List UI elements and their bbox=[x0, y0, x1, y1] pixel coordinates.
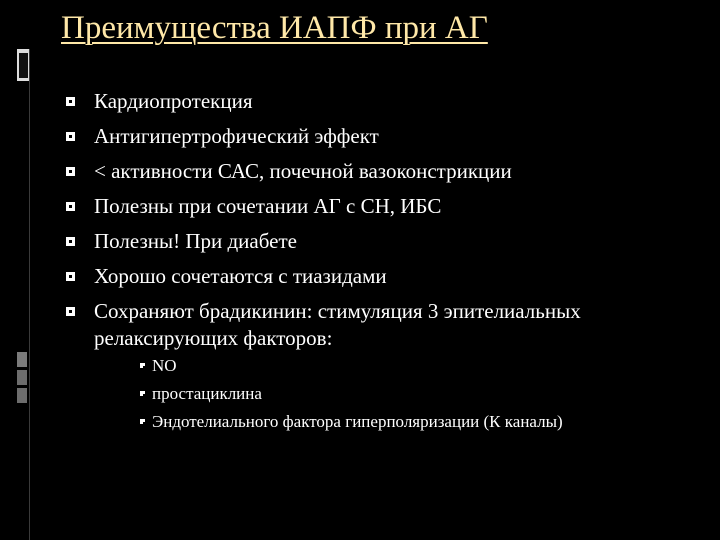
list-item bbox=[64, 298, 704, 432]
list-item bbox=[64, 158, 704, 185]
list-item bbox=[64, 123, 704, 150]
small-square-bullet-icon bbox=[140, 391, 145, 396]
square-bullet-icon bbox=[66, 307, 75, 316]
decor-square-gray-3 bbox=[17, 388, 27, 403]
list-item bbox=[64, 263, 704, 290]
list-item-text: < активности САС, почечной вазоконстрикции bbox=[94, 159, 512, 183]
sub-list-item-text: NO bbox=[152, 356, 177, 375]
square-bullet-icon bbox=[66, 237, 75, 246]
slide-title: Преимущества ИАПФ при АГ bbox=[61, 10, 488, 46]
decor-square-gray-2 bbox=[17, 370, 27, 385]
square-bullet-icon bbox=[66, 272, 75, 281]
square-bullet-icon bbox=[66, 132, 75, 141]
sub-list-item bbox=[140, 384, 704, 404]
sub-list-item bbox=[140, 412, 704, 432]
list-item bbox=[64, 193, 704, 220]
sub-bullet-list bbox=[140, 356, 704, 432]
list-item-text: Полезны при сочетании АГ с СН, ИБС bbox=[94, 194, 442, 218]
list-item-text: Хорошо сочетаются с тиазидами bbox=[94, 264, 387, 288]
list-item-text: Сохраняют брадикинин: стимуляция 3 эпителиальных релаксирующих факторов: bbox=[94, 299, 581, 350]
decor-square-gray-1 bbox=[17, 352, 27, 367]
sub-list-item-text: простациклина bbox=[152, 384, 262, 403]
decor-square-inner bbox=[19, 53, 28, 78]
sub-list-item bbox=[140, 356, 704, 376]
list-item-text: Полезны! При диабете bbox=[94, 229, 297, 253]
small-square-bullet-icon bbox=[140, 363, 145, 368]
decor-vertical-line bbox=[29, 49, 30, 540]
list-item bbox=[64, 88, 704, 115]
sub-list-item-text: Эндотелиального фактора гиперполяризации (К каналы) bbox=[152, 412, 563, 431]
list-item-text: Кардиопротекция bbox=[94, 89, 253, 113]
list-item bbox=[64, 228, 704, 255]
square-bullet-icon bbox=[66, 97, 75, 106]
square-bullet-icon bbox=[66, 167, 75, 176]
list-item-text: Антигипертрофический эффект bbox=[94, 124, 379, 148]
bullet-list bbox=[64, 88, 704, 440]
square-bullet-icon bbox=[66, 202, 75, 211]
small-square-bullet-icon bbox=[140, 419, 145, 424]
